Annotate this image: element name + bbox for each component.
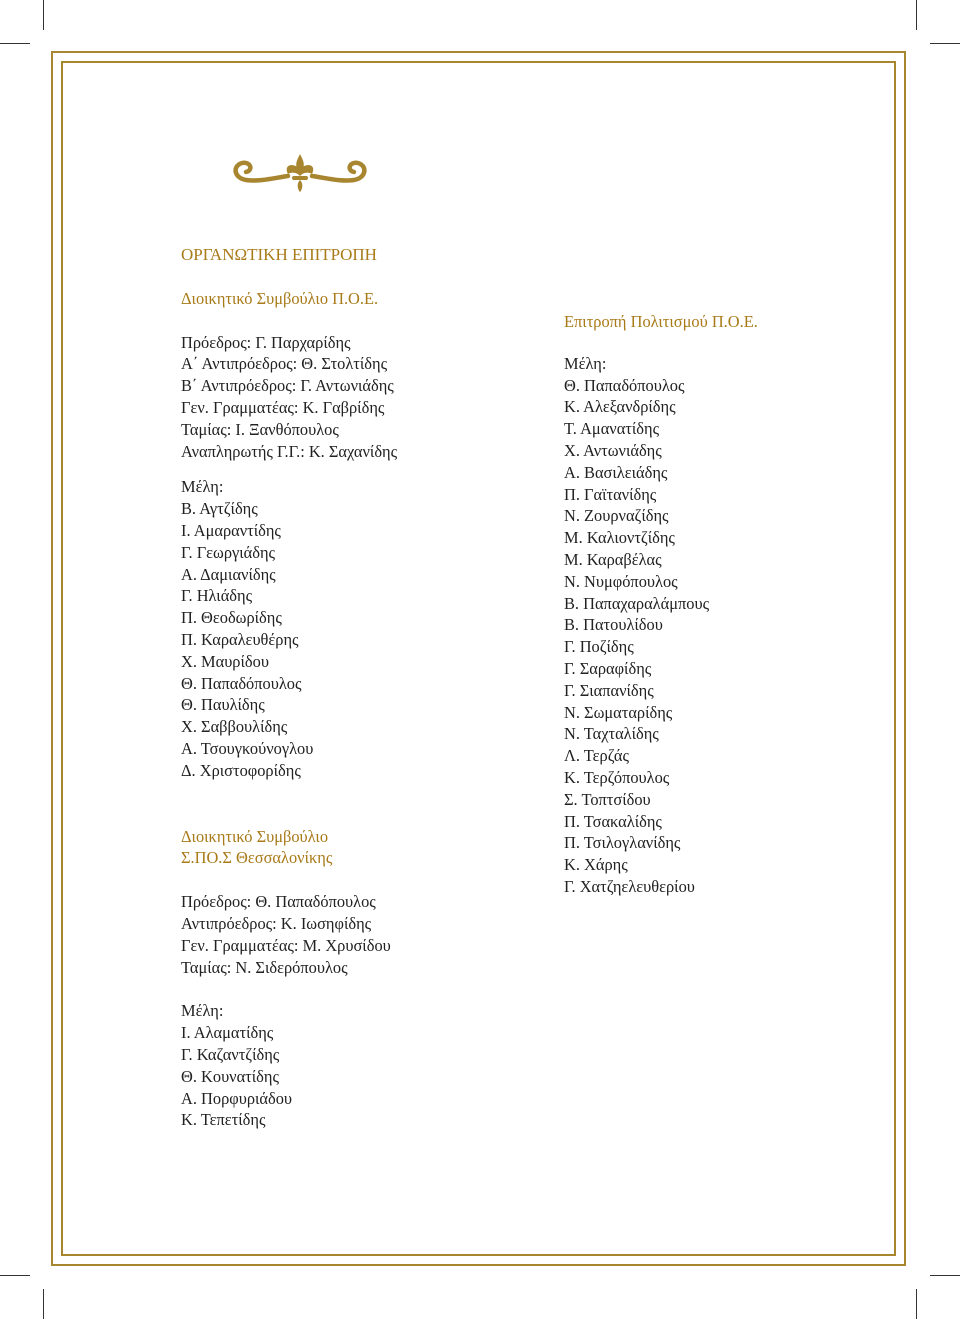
spos-heading: Διοικητικό Συμβούλιο: [181, 826, 329, 846]
culture-member: Κ. Τερζόπουλος: [564, 767, 670, 787]
board-member: Χ. Μαυρίδου: [181, 651, 269, 671]
crop-mark: [930, 43, 960, 44]
crop-mark: [916, 1289, 917, 1319]
spos-member: Γ. Καζαντζίδης: [181, 1044, 280, 1064]
culture-member: Μ. Καλιοντζίδης: [564, 528, 675, 548]
crop-mark: [916, 0, 917, 30]
spos-officer: Πρόεδρος: Θ. Παπαδόπουλος: [181, 892, 376, 912]
culture-member: Λ. Τερζάς: [564, 746, 630, 766]
culture-members-label: Μέλη:: [564, 353, 607, 373]
culture-member: Σ. Τοπτσίδου: [564, 789, 651, 809]
left-column: [181, 244, 397, 1131]
board-heading: Διοικητικό Συμβούλιο Π.Ο.Ε.: [181, 288, 379, 308]
board-officer: Β΄ Αντιπρόεδρος: Γ. Αντωνιάδης: [181, 376, 394, 396]
spos-member: Κ. Τεπετίδης: [181, 1110, 266, 1130]
board-member: Θ. Παυλίδης: [181, 695, 265, 715]
board-member: Π. Θεοδωρίδης: [181, 608, 282, 628]
spos-member: Α. Πορφυριάδου: [181, 1088, 293, 1108]
scroll-ornament-icon: [228, 148, 372, 196]
spos-heading: Σ.ΠΟ.Σ Θεσσαλονίκης: [181, 848, 333, 868]
crop-mark: [930, 1275, 960, 1276]
crop-mark: [0, 1275, 30, 1276]
culture-member: Τ. Αμανατίδης: [564, 419, 660, 439]
culture-member: Β. Παπαχαραλάμπους: [564, 593, 710, 613]
board-officer: Α΄ Αντιπρόεδρος: Θ. Στολτίδης: [181, 354, 388, 374]
board-member: Γ. Γεωργιάδης: [181, 542, 276, 562]
board-member: Α. Τσουγκούνογλου: [181, 738, 314, 758]
culture-member: Γ. Σαραφίδης: [564, 658, 652, 678]
board-officer: Ταμίας: Ι. Ξανθόπουλος: [181, 419, 339, 439]
spos-member: Ι. Αλαματίδης: [181, 1023, 274, 1043]
culture-member: Ν. Νυμφόπουλος: [564, 571, 678, 591]
culture-member: Κ. Χάρης: [564, 855, 628, 875]
culture-member: Ν. Ζουρναζίδης: [564, 506, 669, 526]
culture-member: Α. Βασιλειάδης: [564, 462, 668, 482]
spos-members-label: Μέλη:: [181, 1001, 224, 1021]
culture-member: Γ. Χατζηελευθερίου: [564, 876, 695, 896]
crop-mark: [43, 0, 44, 30]
board-member: Δ. Χριστοφορίδης: [181, 760, 301, 780]
crop-mark: [0, 43, 30, 44]
spos-officer: Ταμίας: Ν. Σιδερόπουλος: [181, 957, 348, 977]
crop-mark: [43, 1289, 44, 1319]
culture-member: Π. Τσακαλίδης: [564, 811, 662, 831]
board-member: Α. Δαμιανίδης: [181, 564, 276, 584]
culture-member: Θ. Παπαδόπουλος: [564, 375, 685, 395]
culture-member: Γ. Ποζίδης: [564, 637, 634, 657]
culture-member: Ν. Σωματαρίδης: [564, 702, 673, 722]
culture-member: Γ. Σιαπανίδης: [564, 680, 654, 700]
culture-member: Β. Πατουλίδου: [564, 615, 663, 635]
culture-member: Κ. Αλεξανδρίδης: [564, 397, 676, 417]
culture-member: Π. Γαϊτανίδης: [564, 484, 657, 504]
culture-member: Χ. Αντωνιάδης: [564, 440, 662, 460]
culture-member: Ν. Ταχταλίδης: [564, 724, 659, 744]
culture-member: Π. Τσιλογλανίδης: [564, 833, 681, 853]
board-member: Θ. Παπαδόπουλος: [181, 673, 302, 693]
board-member: Ι. Αμαραντίδης: [181, 520, 281, 540]
board-members-label: Μέλη:: [181, 477, 224, 497]
spos-officer: Γεν. Γραμματέας: Μ. Χρυσίδου: [181, 935, 391, 955]
page-title: ΟΡΓΑΝΩΤΙΚΗ ΕΠΙΤΡΟΠΗ: [181, 245, 377, 264]
culture-heading: Επιτροπή Πολιτισμού Π.Ο.Ε.: [564, 312, 758, 331]
right-column: [564, 311, 758, 898]
board-member: Χ. Σαββουλίδης: [181, 717, 288, 737]
board-officer: Γεν. Γραμματέας: Κ. Γαβρίδης: [181, 397, 385, 417]
board-officer: Πρόεδρος: Γ. Παρχαρίδης: [181, 332, 351, 352]
board-member: Β. Αγτζίδης: [181, 499, 258, 519]
board-officer: Αναπληρωτής Γ.Γ.: Κ. Σαχανίδης: [181, 441, 398, 461]
spos-officer: Αντιπρόεδρος: Κ. Ιωσηφίδης: [181, 913, 372, 933]
culture-member: Μ. Καραβέλας: [564, 549, 662, 569]
board-member: Π. Καραλευθέρης: [181, 629, 299, 649]
board-member: Γ. Ηλιάδης: [181, 586, 253, 606]
spos-member: Θ. Κουνατίδης: [181, 1066, 279, 1086]
